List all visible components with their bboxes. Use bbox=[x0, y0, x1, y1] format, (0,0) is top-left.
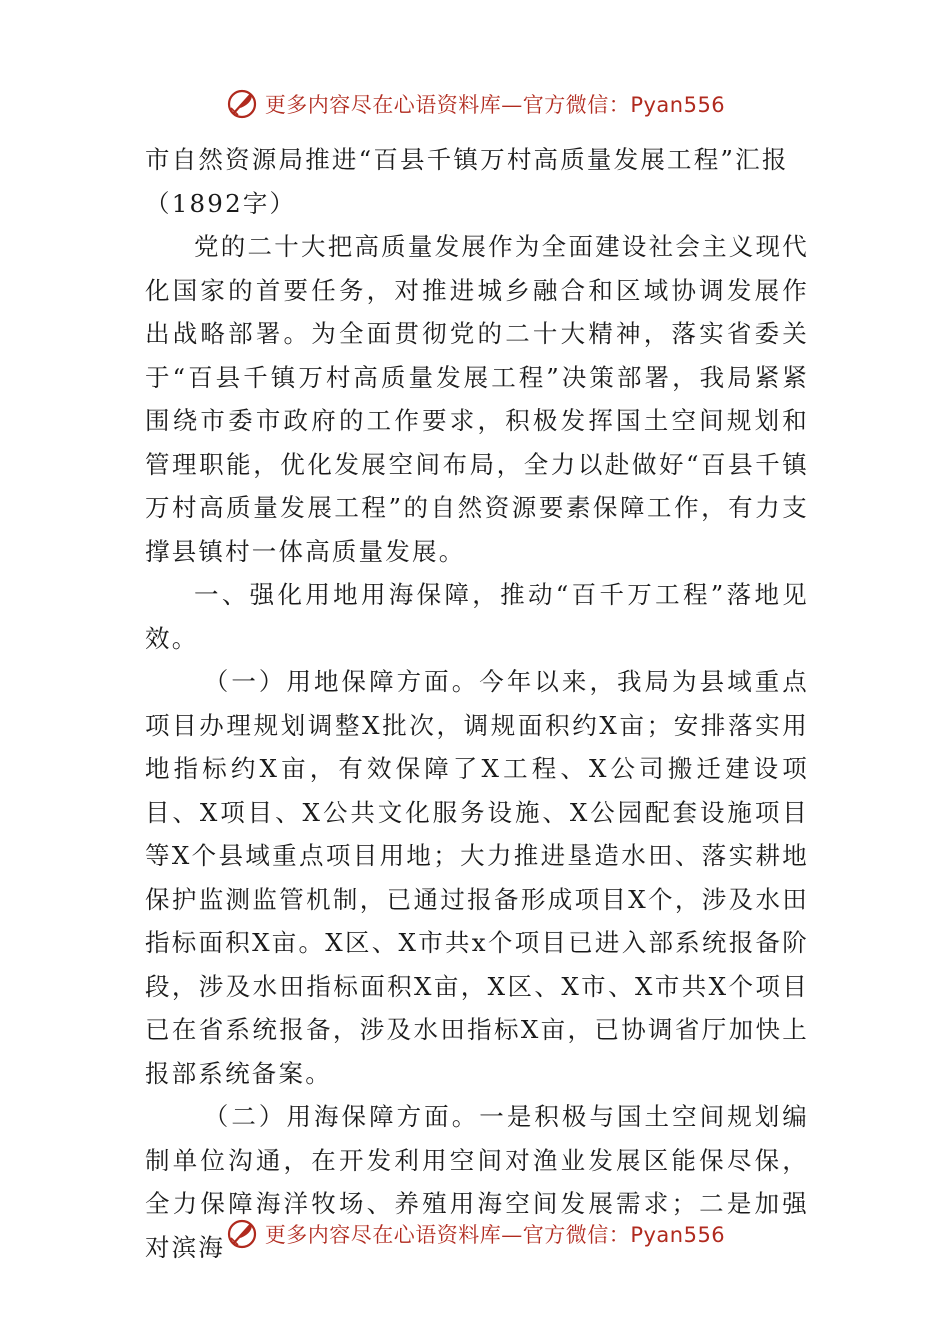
footer-banner bbox=[0, 1214, 950, 1254]
section-heading-1: 一、强化用地用海保障，推动“百千万工程”落地见效。 bbox=[145, 580, 809, 653]
paragraph-land-guarantee: （一）用地保障方面。今年以来，我局为县域重点项目办理规划调整X批次，调规面积约X亩；安排落实用地指标约X亩，有效保障了X工程、X公司搬迁建设项目、X项目、X公共文化服务设施、X公园配套设施项目等X个县域重点项目用地；大力推进垦造水田、落实耕地保护监测监管机制，已通过报备形成项目X个，涉及水田指标面积X亩。X区、X市共x个项目已进入部系统报备阶段，涉及水田指标面积X亩，X区、X市、X市共X个项目已在省系统报备，涉及水田指标X亩，已协调省厅加快上报部系统备案。 bbox=[145, 667, 809, 1088]
quill-pen-logo-icon bbox=[225, 1217, 259, 1251]
paragraph-intro: 党的二十大把高质量发展作为全面建设社会主义现代化国家的首要任务，对推进城乡融合和区域协调发展作出战略部署。为全面贯彻党的二十大精神，落实省委关于“百县千镇万村高质量发展工程”决策部署，我局紧紧围绕市委市政府的工作要求，积极发挥国土空间规划和管理职能，优化发展空间布局，全力以赴做好“百县千镇万村高质量发展工程”的自然资源要素保障工作，有力支撑县镇村一体高质量发展。 bbox=[145, 232, 809, 566]
banner-text: 更多内容尽在心语资料库—官方微信：Pyan556 bbox=[264, 1223, 726, 1247]
paragraph-sea-guarantee: （二）用海保障方面。一是积极与国土空间规划编制单位沟通，在开发利用空间对渔业发展区能保尽保，全力保障海洋牧场、养殖用海空间发展需求；二是加强对滨海 bbox=[145, 1102, 809, 1262]
header-banner bbox=[0, 84, 950, 124]
document-title: 市自然资源局推进“百县千镇万村高质量发展工程”汇报 （1892字） bbox=[145, 145, 789, 218]
document-body bbox=[145, 138, 809, 1269]
wechat-id: Pyan556 bbox=[630, 93, 726, 117]
quill-pen-logo-icon bbox=[225, 87, 259, 121]
wechat-id: Pyan556 bbox=[630, 1223, 726, 1247]
banner-text: 更多内容尽在心语资料库—官方微信：Pyan556 bbox=[264, 93, 726, 117]
